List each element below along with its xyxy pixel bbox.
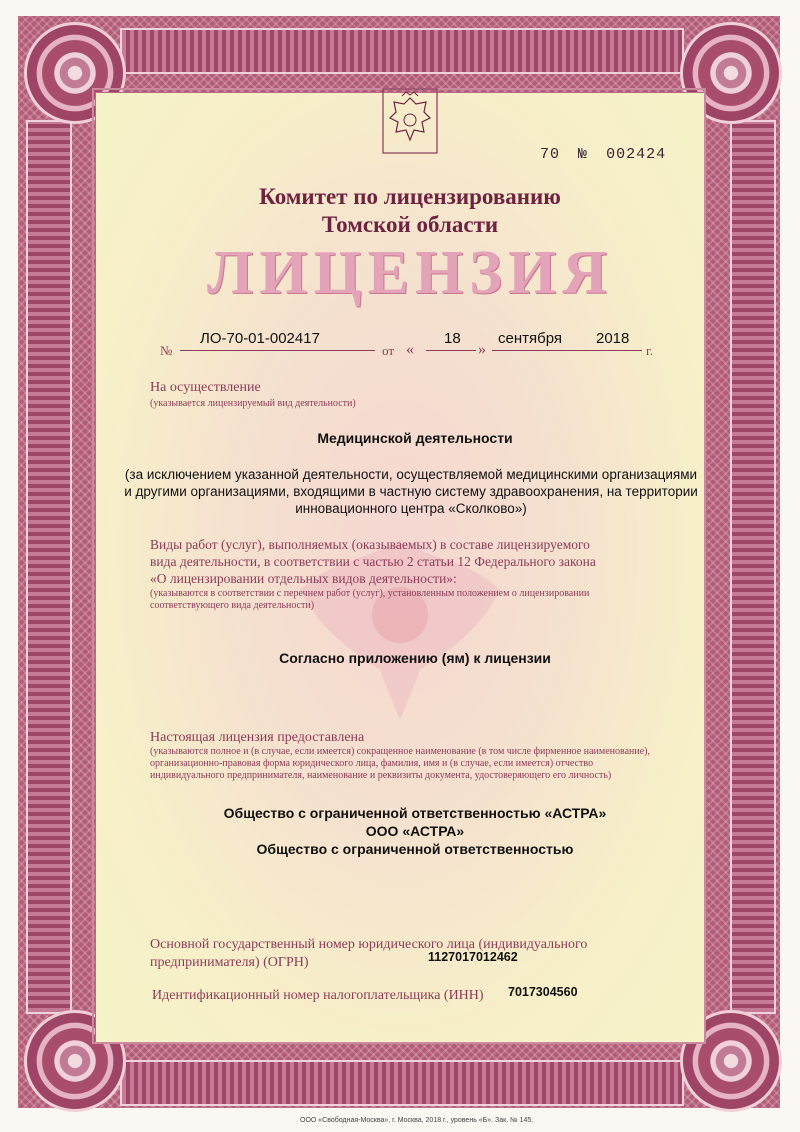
form-serial-number (540, 146, 666, 163)
works-label (150, 536, 670, 587)
reg-year-suffix: г. (646, 343, 654, 358)
works-hint: (указываются в соответствии с перечнем работ (услуг), установленным положением о лицензировании соответствующего вида деятельности) (150, 588, 590, 611)
activity-label: На осуществление (150, 380, 261, 395)
issuing-authority (195, 183, 625, 239)
top-ornament-band (120, 28, 684, 74)
printer-imprint: ООО «Свободная-Москва», г. Москва, 2018 г., уровень «Б». Зак. № 145. (300, 1117, 534, 1124)
issuing-authority-line1: Комитет по лицензированию (259, 184, 561, 209)
form-number: 002424 (606, 146, 667, 163)
reg-number-underline (180, 350, 375, 351)
issuing-authority-line2: Томской области (321, 212, 499, 237)
form-number-symbol: № (578, 146, 589, 163)
bottom-ornament-band (120, 1060, 684, 1106)
state-emblem-icon (382, 88, 438, 154)
works-label-line2: вида деятельности, в соответствии с частью 2 статьи 12 Федерального закона (150, 554, 596, 569)
left-ornament-band (26, 120, 72, 1014)
ogrn-label-line1: Основной государственный номер юридического лица (индивидуального (150, 937, 588, 952)
activity-exclusion: (за исключением указанной деятельности, осуществляемой медицинскими организациями и другими организациями, входящими в частную систему здравоохранения, на территории инновационного центра «Сколково») (124, 467, 698, 516)
holder-full-name: Общество с ограниченной ответственностью «АСТРА» (223, 805, 607, 821)
reg-date-underline (492, 350, 642, 351)
activity-hint: (указывается лицензируемый вид деятельности) (150, 398, 356, 409)
document-title: ЛИЦЕНЗИЯ (207, 239, 613, 307)
reg-date-label: от (382, 343, 395, 358)
reg-number-label: № (160, 343, 173, 358)
ogrn-label (150, 936, 670, 972)
ogrn-label-line2: предпринимателя) (ОГРН) (150, 955, 309, 970)
holder-label: Настоящая лицензия предоставлена (150, 730, 365, 745)
inn-label: Идентификационный номер налогоплательщика (ИНН) (152, 988, 484, 1003)
reg-year-value: 2018 (596, 330, 630, 347)
ogrn-value: 1127017012462 (428, 950, 518, 964)
holder-names (160, 804, 670, 858)
activity-name: Медицинской деятельности (317, 430, 513, 446)
inn-value: 7017304560 (508, 985, 578, 999)
holder-short-name: ООО «АСТРА» (365, 823, 465, 839)
works-label-line3: «О лицензировании отдельных видов деятельности»: (150, 571, 457, 586)
works-value: Согласно приложению (ям) к лицензии (279, 650, 551, 666)
reg-quote-open: « (406, 341, 414, 358)
reg-day-value: 18 (444, 330, 461, 347)
right-ornament-band (730, 120, 776, 1014)
reg-month-value: сентября (498, 330, 563, 347)
reg-quote-close: » (478, 341, 486, 358)
reg-day-underline (426, 350, 476, 351)
holder-hint: (указываются полное и (в случае, если имеется) сокращенное наименование (в том числе фирменное наименование), организационно-правовая форма юридического лица, фамилия, имя и (в случае, если имеется) отчество индивидуального предпринимателя, наименование и реквизиты документа, удостоверяющего его личность) (150, 746, 650, 781)
holder-legal-form: Общество с ограниченной ответственностью (256, 841, 574, 857)
works-label-line1: Виды работ (услуг), выполняемых (оказываемых) в составе лицензируемого (150, 537, 590, 552)
reg-number-value: ЛО-70-01-002417 (200, 330, 320, 347)
form-series: 70 (540, 146, 561, 163)
